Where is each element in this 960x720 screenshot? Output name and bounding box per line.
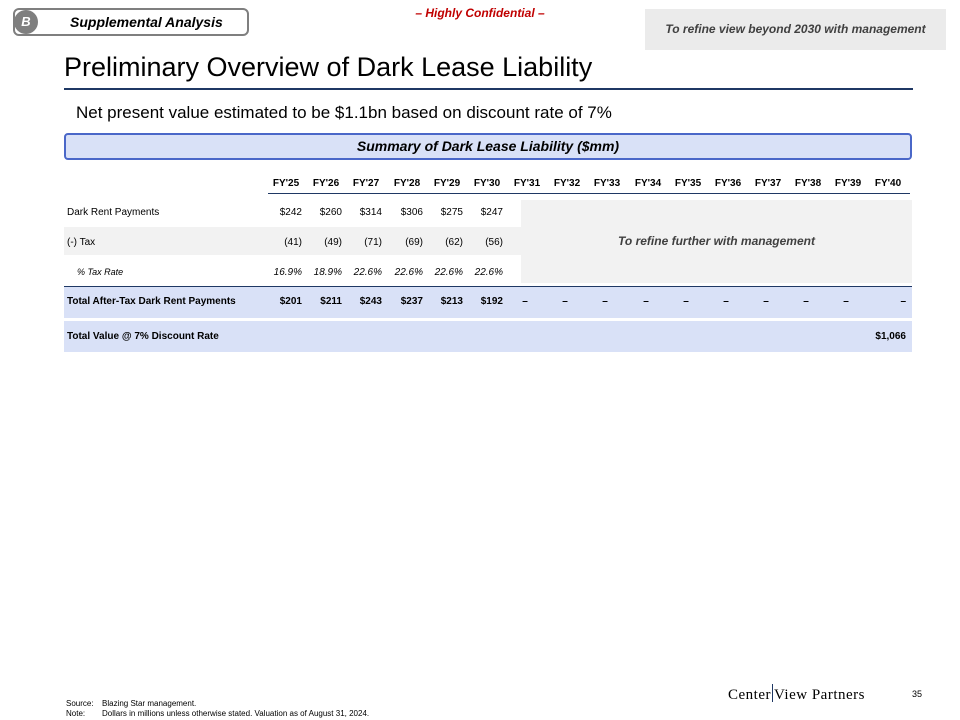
refine-placeholder-text: To refine further with management: [618, 234, 815, 248]
table-cell: $260: [319, 207, 342, 218]
table-cell: (41): [284, 237, 302, 248]
note-label: Note:: [66, 709, 86, 718]
col-header: FY'37: [754, 178, 782, 189]
section-letter-badge: B: [14, 10, 38, 34]
table-cell: 18.9%: [313, 267, 342, 278]
logo-right: View Partners: [773, 687, 865, 703]
col-header: FY'34: [634, 178, 662, 189]
table-banner: Summary of Dark Lease Liability ($mm): [64, 133, 912, 160]
col-header: FY'36: [714, 178, 742, 189]
table-cell: (62): [445, 237, 463, 248]
col-header: FY'25: [272, 178, 300, 189]
source-label: Source:: [66, 699, 94, 708]
table-cell: $213: [440, 296, 463, 307]
table-cell: $247: [480, 207, 503, 218]
col-header: FY'39: [834, 178, 862, 189]
title-divider: [64, 88, 913, 90]
page-number: 35: [912, 689, 923, 699]
table-cell: –: [900, 296, 906, 307]
logo-divider: [772, 684, 773, 702]
page-subtitle: Net present value estimated to be $1.1bn based on discount rate of 7%: [76, 103, 612, 122]
table-cell: –: [723, 296, 729, 307]
table-cell: –: [602, 296, 608, 307]
col-header: FY'29: [433, 178, 461, 189]
row-label-dark-rent: Dark Rent Payments: [67, 207, 160, 218]
refine-note-text: To refine view beyond 2030 with management: [665, 22, 926, 36]
section-label: Supplemental Analysis: [70, 14, 223, 30]
table-cell: –: [803, 296, 809, 307]
col-header: FY'27: [352, 178, 380, 189]
row-label-total-value: Total Value @ 7% Discount Rate: [67, 331, 219, 342]
table-cell: (56): [485, 237, 503, 248]
total-value-cell: $1,066: [875, 331, 906, 342]
logo-left: Center: [728, 687, 771, 703]
table-cell: $243: [359, 296, 382, 307]
table-cell: $275: [440, 207, 463, 218]
table-cell: –: [562, 296, 568, 307]
table-cell: 22.6%: [434, 267, 463, 278]
col-header: FY'26: [312, 178, 340, 189]
table-cell: $201: [279, 296, 302, 307]
footnote: [66, 709, 369, 718]
note-text: Dollars in millions unless otherwise stated. Valuation as of August 31, 2024.: [102, 709, 370, 718]
col-header: FY'30: [473, 178, 501, 189]
table-cell: (71): [364, 237, 382, 248]
confidential-label: – Highly Confidential –: [415, 6, 545, 20]
table-cell: $314: [359, 207, 382, 218]
col-header: FY'40: [874, 178, 902, 189]
header-underline: [268, 193, 910, 194]
table-cell: –: [522, 296, 528, 307]
table-cell: $192: [480, 296, 503, 307]
table-cell: $242: [279, 207, 302, 218]
row-label-after-tax: Total After-Tax Dark Rent Payments: [67, 296, 236, 307]
col-header: FY'38: [794, 178, 822, 189]
page-title: Preliminary Overview of Dark Lease Liability: [64, 52, 593, 82]
table-cell: 22.6%: [474, 267, 503, 278]
table-cell: $211: [320, 296, 342, 307]
table-cell: $306: [400, 207, 423, 218]
table-cell: 22.6%: [394, 267, 423, 278]
firm-logo: [728, 684, 865, 704]
col-header: FY'32: [553, 178, 581, 189]
table-cell: (49): [324, 237, 342, 248]
col-header: FY'33: [593, 178, 621, 189]
table-cell: (69): [405, 237, 423, 248]
col-header: FY'28: [393, 178, 421, 189]
row-label-tax-rate: % Tax Rate: [77, 267, 124, 277]
row-label-tax: (-) Tax: [67, 237, 96, 248]
row-divider: [64, 286, 912, 287]
table-cell: –: [843, 296, 849, 307]
col-header: FY'31: [513, 178, 541, 189]
table-cell: –: [683, 296, 689, 307]
source-note: [66, 699, 196, 708]
table-cell: 22.6%: [353, 267, 382, 278]
table-cell: $237: [400, 296, 423, 307]
table-cell: –: [763, 296, 769, 307]
table-cell: 16.9%: [273, 267, 302, 278]
refine-note-box: [645, 9, 946, 50]
table-cell: –: [643, 296, 649, 307]
source-text: Blazing Star management.: [102, 699, 197, 708]
col-header: FY'35: [674, 178, 702, 189]
